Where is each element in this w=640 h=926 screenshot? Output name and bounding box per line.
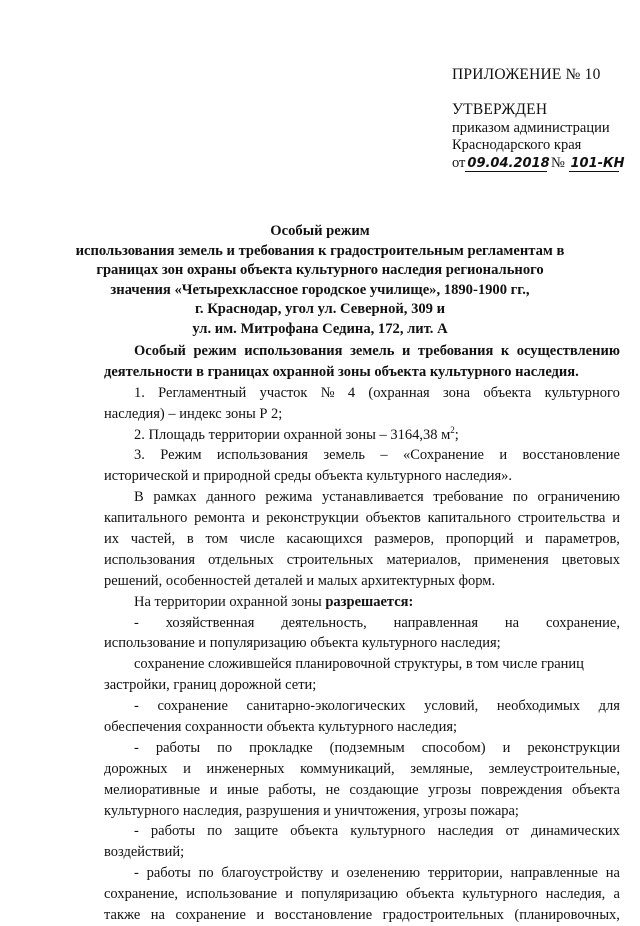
word: и bbox=[183, 760, 191, 777]
word: строительных bbox=[286, 551, 374, 568]
section-heading-line bbox=[104, 341, 620, 362]
word: на bbox=[605, 865, 620, 882]
paragraph-line bbox=[104, 508, 620, 529]
word: и bbox=[502, 739, 511, 756]
paragraph-line: наследия) – индекс зоны Р 2; bbox=[104, 405, 283, 422]
word: наследия, bbox=[545, 886, 606, 903]
word: использования bbox=[216, 447, 308, 464]
number-prefix: № bbox=[551, 155, 565, 171]
word: сохранение bbox=[157, 698, 228, 715]
permitted-intro: На территории охранной зоны bbox=[134, 593, 326, 610]
word: ремонта bbox=[194, 510, 245, 527]
word: устанавливается bbox=[322, 489, 424, 506]
list-item-line: сохранение сложившейся планировочной структуры, в том числе границ bbox=[134, 656, 584, 673]
word: объекта bbox=[483, 384, 532, 401]
word: - bbox=[134, 823, 139, 840]
word: числе bbox=[239, 531, 275, 548]
section-heading-line: деятельности в границах охранной зоны объекта культурного наследия. bbox=[104, 363, 579, 380]
word: Регламентный bbox=[158, 384, 247, 401]
word: зона bbox=[442, 384, 471, 401]
word: санитарно-экологических bbox=[246, 698, 406, 715]
word: реконструкции bbox=[527, 739, 620, 756]
approval-date-line bbox=[452, 155, 625, 172]
word: прокладке bbox=[249, 739, 313, 756]
word: создающие bbox=[349, 781, 419, 798]
word: их bbox=[104, 531, 120, 548]
list-item-line bbox=[104, 905, 620, 926]
word: применения bbox=[473, 551, 549, 568]
word: градостроительных bbox=[382, 907, 504, 924]
word: к bbox=[500, 343, 510, 359]
word: по bbox=[207, 823, 223, 840]
word: работы bbox=[155, 739, 201, 756]
word: (охранная bbox=[368, 384, 430, 401]
word: и bbox=[256, 907, 265, 924]
title-line: Особый режим bbox=[270, 223, 370, 239]
word: осуществлению bbox=[516, 343, 620, 359]
word: требование bbox=[433, 489, 504, 506]
word: объекта bbox=[290, 823, 339, 840]
handwritten-date: 09.04.2018 bbox=[467, 156, 550, 171]
area-superscript: 2 bbox=[450, 424, 455, 435]
word: Режим bbox=[160, 447, 202, 464]
word: хозяйственная bbox=[165, 614, 255, 631]
word: наследия bbox=[437, 823, 494, 840]
word: не bbox=[325, 781, 340, 798]
word: по bbox=[217, 739, 233, 756]
word: объекта bbox=[406, 886, 455, 903]
word: иные bbox=[226, 781, 259, 798]
title-line: использования земель и требования к градостроительным регламентам в bbox=[75, 242, 565, 259]
document-body bbox=[104, 341, 620, 926]
word: от bbox=[505, 823, 519, 840]
list-item-line: обеспечения сохранности объекта культурного наследия; bbox=[104, 719, 458, 736]
word: пропорций bbox=[445, 531, 514, 548]
word: и bbox=[402, 343, 411, 359]
word: по bbox=[198, 865, 214, 882]
document-title bbox=[40, 222, 600, 339]
paragraph-line bbox=[104, 487, 620, 508]
word: и bbox=[285, 886, 293, 903]
word: мелиоративные bbox=[104, 781, 201, 798]
word: направленная bbox=[393, 614, 479, 631]
paragraph-line bbox=[104, 592, 620, 613]
word: 3. bbox=[134, 447, 145, 464]
title-line: г. Краснодар, угол ул. Северной, 309 и bbox=[194, 301, 446, 317]
word: земляные, bbox=[410, 760, 474, 777]
word: популяризацию bbox=[301, 886, 398, 903]
list-item-line: культурного наследия, разрушения и уничтожения, угрозы пожара; bbox=[104, 802, 519, 819]
word: (планировочных, bbox=[514, 907, 620, 924]
word: том bbox=[205, 531, 228, 548]
word: строительства bbox=[517, 510, 606, 527]
word: культурного bbox=[544, 384, 620, 401]
list-item-line bbox=[104, 863, 620, 884]
list-item-line bbox=[104, 884, 620, 905]
word: – bbox=[380, 447, 388, 464]
word: и bbox=[209, 781, 218, 798]
list-item-line: воздействий; bbox=[104, 844, 185, 861]
paragraph-line bbox=[104, 550, 620, 571]
approved-label: УТВЕРЖДЕН bbox=[452, 101, 548, 118]
approval-by-order: приказом администрации bbox=[452, 120, 610, 136]
word: работы bbox=[146, 865, 191, 882]
word: 4 bbox=[347, 384, 356, 401]
title-line: ул. им. Митрофана Седина, 172, лит. А bbox=[192, 320, 448, 337]
word: сохранение, bbox=[545, 614, 620, 631]
area-end: ; bbox=[454, 426, 459, 443]
paragraph-line bbox=[104, 383, 620, 404]
word: использования bbox=[104, 551, 196, 568]
word: земель bbox=[350, 343, 395, 359]
word: сохранение, bbox=[104, 886, 179, 903]
word: капитального bbox=[427, 510, 511, 527]
paragraph-line bbox=[104, 425, 620, 446]
word: культурного bbox=[462, 886, 538, 903]
word: также bbox=[104, 907, 141, 924]
word: инженерных bbox=[206, 760, 285, 777]
paragraph-line bbox=[104, 445, 620, 466]
word: частей, bbox=[130, 531, 176, 548]
word: для bbox=[598, 698, 620, 715]
word: 1. bbox=[134, 384, 145, 401]
word: дорожных bbox=[104, 760, 168, 777]
word: участок bbox=[259, 384, 308, 401]
list-item-line bbox=[104, 780, 620, 801]
word: использования bbox=[244, 343, 343, 359]
word: и bbox=[612, 510, 620, 527]
appendix-number: ПРИЛОЖЕНИЕ № 10 bbox=[452, 66, 601, 83]
word: В bbox=[134, 489, 144, 506]
list-item-line bbox=[104, 821, 620, 842]
list-item-line bbox=[104, 696, 620, 717]
title-line: значения «Четырехклассное городское училище», 1890-1900 гг., bbox=[110, 281, 530, 298]
permitted-label: разрешается: bbox=[325, 593, 414, 610]
word: требования bbox=[417, 343, 494, 359]
word: объекта bbox=[571, 781, 620, 798]
word: цветовых bbox=[561, 551, 620, 568]
word: режима bbox=[265, 489, 313, 506]
word: - bbox=[134, 698, 139, 715]
title-line: границах зон охраны объекта культурного наследия регионального bbox=[96, 262, 544, 278]
word: культурного bbox=[350, 823, 426, 840]
word: направленные bbox=[510, 865, 598, 882]
paragraph-line bbox=[104, 529, 620, 550]
word: восстановление bbox=[522, 447, 620, 464]
list-item-line bbox=[104, 759, 620, 780]
word: в bbox=[186, 531, 194, 548]
word: № bbox=[320, 384, 335, 401]
word: Особый bbox=[134, 343, 186, 359]
word: защите bbox=[234, 823, 279, 840]
date-prefix: от bbox=[452, 155, 466, 171]
word: деятельность, bbox=[281, 614, 367, 631]
word: а bbox=[613, 886, 620, 903]
word: - bbox=[134, 865, 139, 882]
word: (подземным bbox=[329, 739, 405, 756]
word: работы bbox=[150, 823, 196, 840]
word: рамках bbox=[153, 489, 197, 506]
word: угрозы bbox=[428, 781, 472, 798]
word: касающихся bbox=[286, 531, 363, 548]
word: на bbox=[504, 614, 520, 631]
word: объектов bbox=[365, 510, 421, 527]
approval-region: Краснодарского края bbox=[452, 137, 582, 153]
word: по bbox=[512, 489, 528, 506]
word: капитального bbox=[104, 510, 188, 527]
word: режим bbox=[193, 343, 237, 359]
word: и bbox=[330, 865, 339, 882]
list-item-line: застройки, границ дорожной сети; bbox=[104, 677, 317, 694]
word: размеров, bbox=[374, 531, 435, 548]
handwritten-number: 101-КН bbox=[570, 156, 625, 171]
word: работы, bbox=[268, 781, 317, 798]
word: динамических bbox=[531, 823, 620, 840]
word: - bbox=[134, 739, 139, 756]
word: необходимых bbox=[496, 698, 581, 715]
word: материалов, bbox=[386, 551, 461, 568]
word: землеустроительные, bbox=[488, 760, 620, 777]
word: отдельных bbox=[208, 551, 274, 568]
paragraph-line: решений, особенностей деталей и малых архитектурных форм. bbox=[104, 572, 496, 589]
list-item-line bbox=[104, 613, 620, 634]
word: и bbox=[525, 531, 534, 548]
word: использование bbox=[186, 886, 278, 903]
word: способом) bbox=[421, 739, 486, 756]
word: повреждения bbox=[480, 781, 563, 798]
word: озеленению bbox=[346, 865, 421, 882]
word: коммуникаций, bbox=[300, 760, 395, 777]
word: территории, bbox=[427, 865, 503, 882]
word: и bbox=[499, 447, 508, 464]
word: параметров, bbox=[544, 531, 620, 548]
word: восстановление bbox=[274, 907, 373, 924]
word: ограничению bbox=[537, 489, 620, 506]
word: на bbox=[150, 907, 165, 924]
word: реконструкции bbox=[266, 510, 359, 527]
word: благоустройству bbox=[221, 865, 324, 882]
paragraph-line: исторической и природной среды объекта культурного наследия». bbox=[104, 468, 513, 485]
word: «Сохранение bbox=[403, 447, 484, 464]
word: условий, bbox=[424, 698, 479, 715]
word: - bbox=[134, 614, 139, 631]
word: данного bbox=[206, 489, 256, 506]
list-item-line: использование и популяризацию объекта культурного наследия; bbox=[104, 635, 501, 652]
word: земель bbox=[323, 447, 365, 464]
list-item-line bbox=[104, 738, 620, 759]
area-text: 2. Площадь территории охранной зоны – 3164,38 м bbox=[134, 426, 451, 443]
word: сохранение bbox=[175, 907, 246, 924]
word: и bbox=[251, 510, 260, 527]
